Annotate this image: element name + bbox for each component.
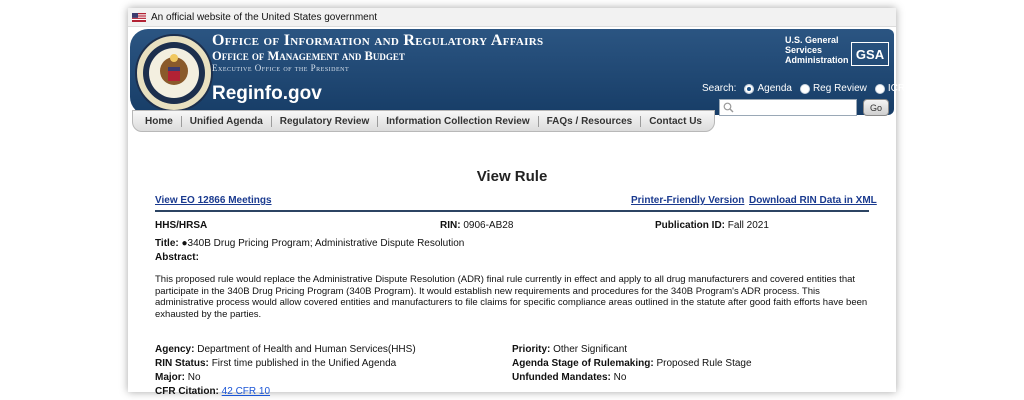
publication-row bbox=[655, 220, 769, 231]
search-input[interactable] bbox=[719, 99, 857, 116]
nav-information-collection-review[interactable]: Information Collection Review bbox=[378, 116, 538, 127]
page-title: View Rule bbox=[476, 168, 548, 185]
rin-row bbox=[440, 220, 513, 231]
radio-agenda-label: Agenda bbox=[757, 83, 792, 94]
search-label: Search: bbox=[702, 83, 737, 94]
eo-meetings-link[interactable]: View EO 12866 Meetings bbox=[155, 195, 272, 206]
header-banner bbox=[130, 29, 906, 115]
rin-value: 0906-AB28 bbox=[463, 220, 514, 231]
radio-reg-review-label: Reg Review bbox=[812, 83, 867, 94]
agency-label: Agency: bbox=[155, 344, 195, 355]
priority-row bbox=[512, 344, 627, 355]
search-option-reg-review[interactable] bbox=[800, 83, 867, 94]
main-content bbox=[128, 132, 896, 397]
title-row bbox=[155, 238, 464, 249]
search-icon bbox=[723, 102, 734, 113]
cfr-label: CFR Citation: bbox=[155, 386, 219, 397]
major-value: No bbox=[187, 372, 201, 383]
publication-value: Fall 2021 bbox=[727, 220, 769, 231]
stage-value: Proposed Rule Stage bbox=[656, 358, 752, 369]
search-option-agenda[interactable] bbox=[744, 83, 791, 94]
title-label: Title: bbox=[155, 238, 179, 249]
search-options bbox=[702, 83, 905, 94]
printer-friendly-link[interactable]: Printer-Friendly Version bbox=[631, 195, 745, 206]
unfunded-value: No bbox=[613, 372, 627, 383]
abstract-label: Abstract: bbox=[155, 252, 199, 263]
nav-home[interactable]: Home bbox=[137, 116, 182, 127]
major-row bbox=[155, 372, 201, 383]
title-omb: Office of Management and Budget bbox=[212, 49, 405, 63]
search-option-icr[interactable] bbox=[875, 83, 905, 94]
publication-label: Publication ID: bbox=[655, 220, 725, 231]
stage-row bbox=[512, 358, 752, 369]
reginfo-logo[interactable]: Reginfo.gov bbox=[212, 83, 322, 104]
us-flag-icon bbox=[132, 13, 146, 22]
browser-page bbox=[128, 8, 906, 397]
priority-value: Other Significant bbox=[553, 344, 628, 355]
stage-label: Agenda Stage of Rulemaking: bbox=[512, 358, 654, 369]
radio-reg-review[interactable] bbox=[800, 84, 810, 94]
gsa-logo[interactable]: GSA bbox=[851, 42, 889, 66]
rin-status-row bbox=[155, 358, 396, 369]
abstract-text: This proposed rule would replace the Administrative Dispute Resolution (ADR) final rule currently in effect and apply to all drug manufacturers and covered entities that participate in the 340B Drug Pricing Program (340B Program). It would establish new requirements and procedures for the 340B Program's ADR process. This administrative process would allow covered entities and manufacturers to file claims for specific compliance areas outlined in the statute after good faith efforts have been exhausted by the parties. bbox=[155, 274, 868, 320]
major-label: Major: bbox=[155, 372, 185, 383]
title-eop: Executive Office of the President bbox=[212, 63, 350, 73]
go-button[interactable]: Go bbox=[863, 99, 889, 116]
gsa-text: U.S. General Services Administration bbox=[785, 35, 849, 65]
radio-icr-label: ICR bbox=[887, 83, 906, 94]
cfr-row bbox=[155, 386, 270, 397]
title-oira: Office of Information and Regulatory Affairs bbox=[212, 32, 544, 49]
unfunded-row bbox=[512, 372, 626, 383]
radio-agenda[interactable] bbox=[744, 84, 754, 94]
rin-label: RIN: bbox=[440, 220, 461, 231]
divider bbox=[155, 210, 869, 212]
rin-status-label: RIN Status: bbox=[155, 358, 209, 369]
gov-banner bbox=[128, 8, 896, 27]
nav-faqs-resources[interactable]: FAQs / Resources bbox=[539, 116, 642, 127]
cfr-citation-link[interactable]: 42 CFR 10 bbox=[221, 386, 271, 397]
unfunded-label: Unfunded Mandates: bbox=[512, 372, 611, 383]
title-value: ●340B Drug Pricing Program; Administrative Dispute Resolution bbox=[181, 238, 465, 249]
agency-code: HHS/HRSA bbox=[155, 220, 208, 231]
nav-regulatory-review[interactable]: Regulatory Review bbox=[272, 116, 378, 127]
site-header bbox=[128, 27, 906, 123]
agency-row bbox=[155, 344, 416, 355]
gov-banner-text: An official website of the United States government bbox=[151, 11, 378, 23]
download-xml-link[interactable]: Download RIN Data in XML bbox=[749, 195, 877, 206]
agency-value: Department of Health and Human Services(HHS) bbox=[197, 344, 416, 355]
nav-contact-us[interactable]: Contact Us bbox=[649, 115, 702, 127]
radio-icr[interactable] bbox=[875, 84, 885, 94]
main-nav bbox=[132, 110, 715, 132]
priority-label: Priority: bbox=[512, 344, 551, 355]
presidential-seal-icon[interactable] bbox=[134, 33, 214, 113]
rin-status-value: First time published in the Unified Agenda bbox=[211, 358, 397, 369]
nav-unified-agenda[interactable]: Unified Agenda bbox=[182, 116, 272, 127]
